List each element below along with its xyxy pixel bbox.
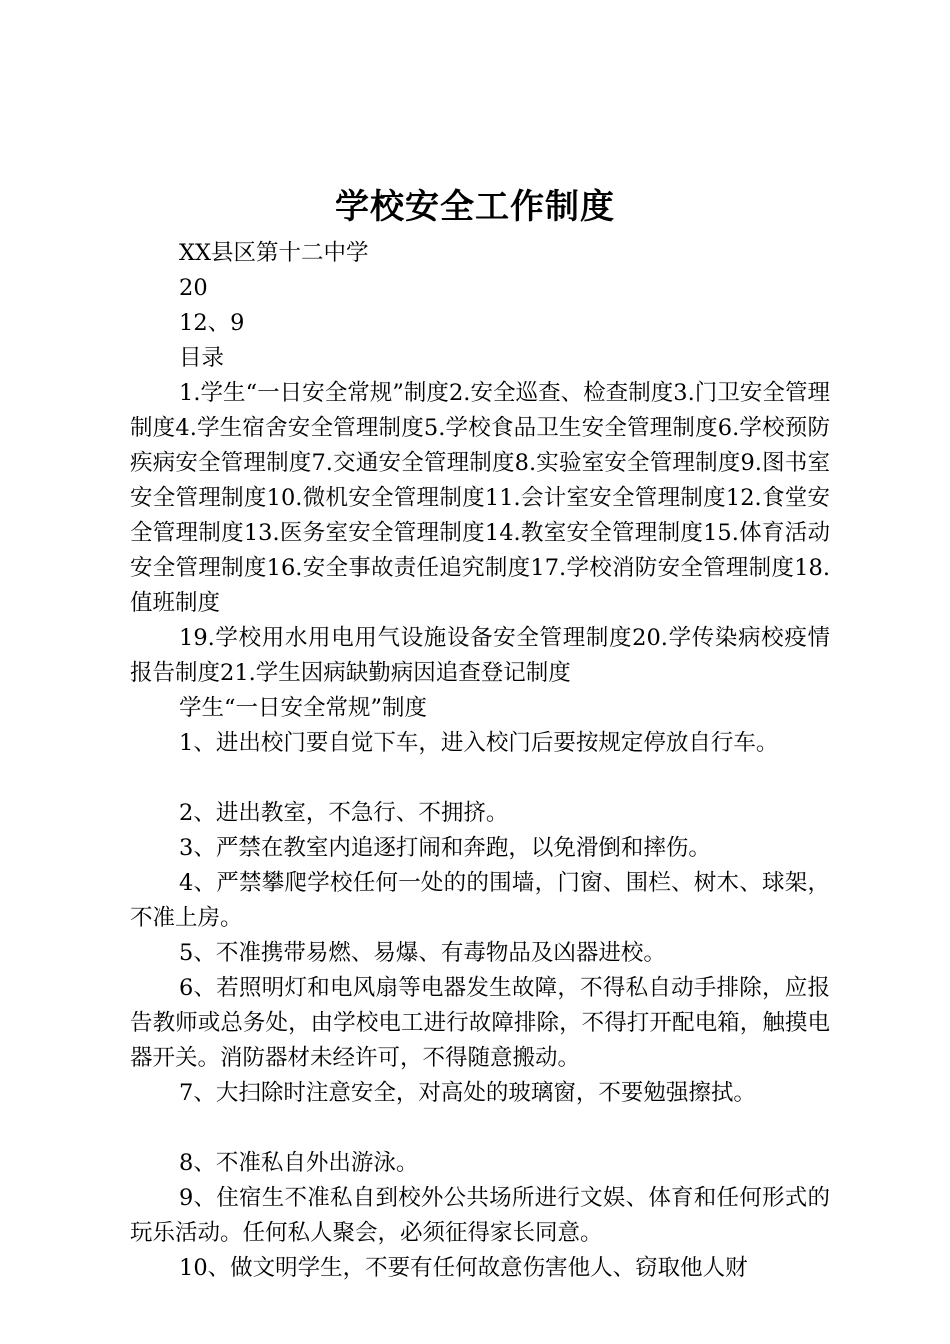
rule-paragraph: 6、若照明灯和电风扇等电器发生故障，不得私自动手排除，应报告教师或总务处，由学校电工进行故障排除，不得打开配电箱，触摸电器开关。消防器材未经许可，不得随意搬动。 — [130, 975, 830, 1071]
date-line-year: 20 — [179, 275, 208, 301]
rule-paragraph: 7、大扫除时注意安全，对高处的玻璃窗，不要勉强擦拭。 — [179, 1080, 756, 1106]
rule-paragraph: 2、进出教室，不急行、不拥挤。 — [179, 800, 509, 826]
section-title: 学生“一日安全常规”制度 — [179, 695, 428, 721]
toc-paragraph: 19.学校用水用电用气设施设备安全管理制度20.学传染病校疫情报告制度21.学生因病缺勤病因追查登记制度 — [130, 625, 830, 686]
paragraph-gap — [130, 761, 830, 796]
paragraph-gap — [130, 1111, 830, 1146]
rule-paragraph: 5、不准携带易燃、易爆、有毒物品及凶器进校。 — [179, 940, 666, 966]
toc-heading: 目录 — [179, 345, 225, 371]
document-body — [130, 236, 830, 1286]
toc-paragraph: 1.学生“一日安全常规”制度2.安全巡查、检查制度3.门卫安全管理制度4.学生宿舍安全管理制度5.学校食品卫生安全管理制度6.学校预防疾病安全管理制度7.交通安全管理制度8.实验室安全管理制度9.图书室安全管理制度10.微机安全管理制度11.会计室安全管理制度12.食堂安全管理制度13.医务室安全管理制度14.教室安全管理制度15.体育活动安全管理制度16.安全事故责任追究制度17.学校消防安全管理制度18.值班制度 — [130, 380, 830, 616]
rule-paragraph: 8、不准私自外出游泳。 — [179, 1150, 419, 1176]
rule-paragraph: 1、进出校门要自觉下车，进入校门后要按规定停放自行车。 — [179, 730, 779, 756]
rule-paragraph: 9、住宿生不准私自到校外公共场所进行文娱、体育和任何形式的玩乐活动。任何私人聚会，必须征得家长同意。 — [130, 1185, 830, 1246]
rule-paragraph: 4、严禁攀爬学校任何一处的的围墙，门窗、围栏、树木、球架，不准上房。 — [130, 870, 830, 931]
rule-paragraph: 10、做文明学生，不要有任何故意伤害他人、窃取他人财 — [179, 1255, 748, 1281]
school-name-line: XX县区第十二中学 — [179, 240, 369, 266]
rule-paragraph: 3、严禁在教室内追逐打闹和奔跑，以免滑倒和摔伤。 — [179, 835, 711, 861]
date-line-month: 12、9 — [179, 310, 245, 336]
document-title: 学校安全工作制度 — [335, 187, 615, 227]
